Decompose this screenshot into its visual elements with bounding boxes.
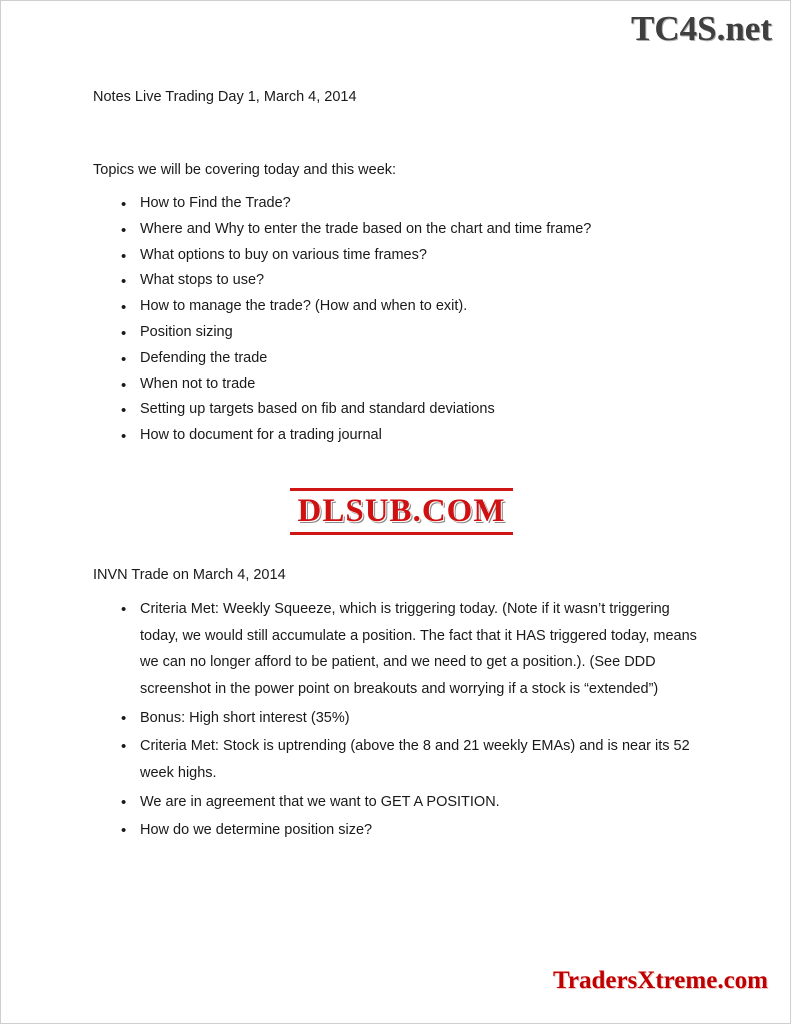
list-item: • What options to buy on various time frames? (93, 243, 703, 269)
topics-intro: Topics we will be covering today and this week: (93, 162, 397, 179)
list-item: • What stops to use? (93, 268, 703, 294)
list-item: • Criteria Met: Stock is uptrending (above the 8 and 21 weekly EMAs) and is near its 52 week highs. (93, 733, 703, 786)
list-item: • Setting up targets based on fib and standard deviations (93, 397, 703, 423)
list-item: • We are in agreement that we want to GET A POSITION. (93, 789, 703, 816)
list-item: • How to document for a trading journal (93, 423, 703, 449)
list-item: • Where and Why to enter the trade based on the chart and time frame? (93, 217, 703, 243)
trade-points-list (93, 596, 703, 844)
list-item: • How to manage the trade? (How and when to exit). (93, 294, 703, 320)
list-item: • How to Find the Trade? (93, 191, 703, 217)
list-item: • Position sizing (93, 320, 703, 346)
list-item: • Bonus: High short interest (35%) (93, 705, 703, 732)
list-item: • Defending the trade (93, 346, 703, 372)
bottom-right-brand: TradersXtreme.com (553, 967, 768, 994)
topics-list (93, 191, 703, 449)
list-item: • Criteria Met: Weekly Squeeze, which is triggering today. (Note if it wasn’t triggering today, we would still accumulate a position. The fact that it HAS triggered today, means we can no longer afford to be patient, and we need to get a position.). (See DDD screenshot in the power point on breakouts and worrying if a stock is “extended”) (93, 596, 703, 703)
center-stamp-watermark (259, 488, 544, 535)
document-body (93, 87, 703, 846)
list-item: • How do we determine position size? (93, 817, 703, 844)
top-right-watermark: TC4S.net (631, 9, 772, 48)
document-title-line: Notes Live Trading Day 1, March 4, 2014 (93, 89, 357, 105)
spacer (93, 108, 703, 160)
list-item: • When not to trade (93, 372, 703, 398)
stamp-text: DLSUB.COM (290, 488, 514, 535)
trade-heading: INVN Trade on March 4, 2014 (93, 567, 286, 583)
